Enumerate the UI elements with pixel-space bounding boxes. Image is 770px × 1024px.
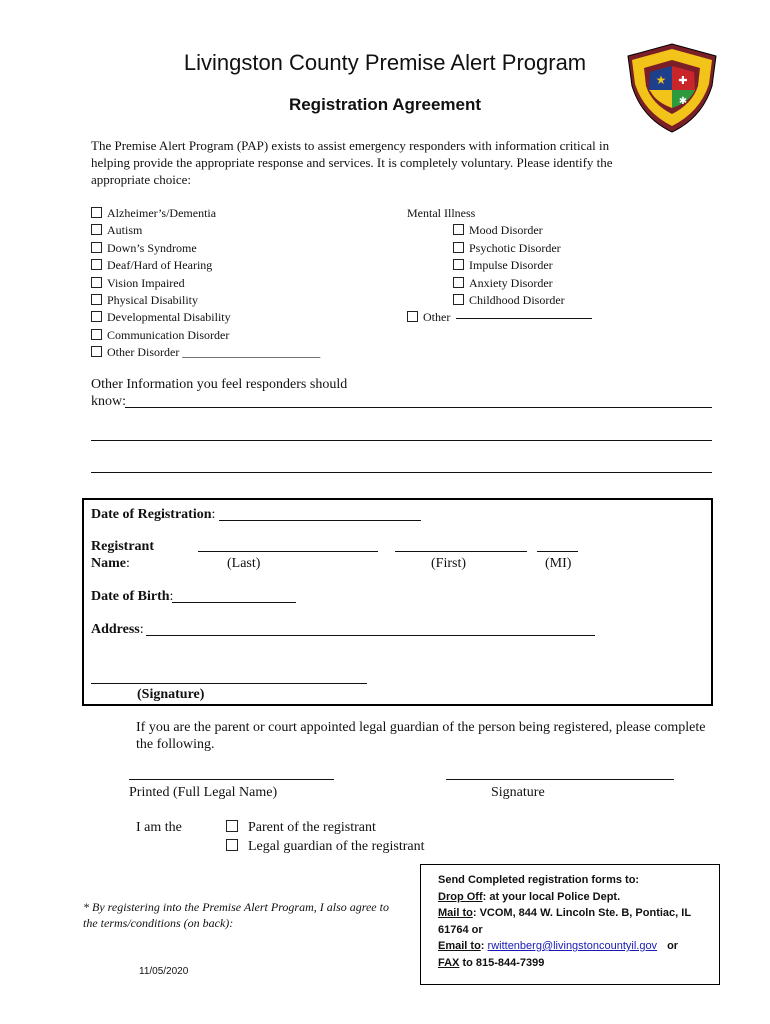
address-field[interactable]	[146, 635, 595, 636]
guardian-intro-1: If you are the parent or court appointed legal guardian of the person being registered, please complete	[136, 720, 706, 735]
last-caption: (Last)	[227, 556, 261, 571]
mail-row-2: 61764 or	[438, 923, 483, 936]
other-info-label-1: Other Information you feel responders should	[91, 377, 348, 392]
checkbox[interactable]	[91, 329, 102, 340]
other-info-line-2[interactable]	[91, 440, 712, 441]
email-label: Email to	[438, 940, 481, 952]
terms-note-1: * By registering into the Premise Alert Program, I also agree to	[83, 900, 389, 914]
fax-label: FAX	[438, 956, 460, 969]
i-am-the-label: I am the	[136, 820, 182, 835]
send-heading: Send Completed registration forms to:	[438, 874, 640, 886]
signature-line[interactable]	[91, 683, 367, 684]
choice-anxiety[interactable]	[407, 275, 565, 292]
name-colon: :	[126, 556, 130, 571]
svg-text:✱: ✱	[678, 96, 688, 107]
checkbox[interactable]	[226, 820, 238, 832]
guardian-signature-caption: Signature	[491, 785, 545, 800]
email-link[interactable]: rwittenberg@livingstoncountyil.gov	[487, 940, 658, 952]
svg-text:✚: ✚	[678, 74, 688, 87]
checkbox[interactable]	[91, 277, 102, 288]
mental-illness-heading: Mental Illness	[407, 206, 476, 220]
dob-label: Date of Birth	[91, 589, 170, 604]
choice-label: Autism	[107, 223, 143, 238]
choice-communication[interactable]	[91, 327, 320, 344]
choice-childhood[interactable]	[407, 292, 565, 309]
choice-impulse[interactable]	[407, 257, 565, 274]
dropoff-label: Drop Off	[438, 890, 483, 903]
guardian-intro-2: the following.	[136, 737, 215, 752]
checkbox[interactable]	[91, 259, 102, 270]
other-info-line-3[interactable]	[91, 472, 712, 473]
address-colon: :	[139, 622, 144, 637]
guardian-signature-line[interactable]	[446, 779, 674, 780]
mi-caption: (MI)	[545, 556, 572, 571]
choice-label: Mood Disorder	[469, 223, 543, 238]
choice-physical[interactable]	[91, 292, 320, 309]
date-field[interactable]	[219, 520, 421, 521]
svg-text:★: ★	[655, 73, 667, 87]
checkbox[interactable]	[407, 311, 418, 322]
address-label: Address	[91, 622, 140, 637]
mi-field[interactable]	[537, 551, 578, 552]
choice-label: Developmental Disability	[107, 310, 231, 325]
fax-row	[438, 955, 691, 972]
choice-label: Physical Disability	[107, 293, 198, 308]
checkbox[interactable]	[453, 277, 464, 288]
other-info-line-1[interactable]	[125, 407, 712, 408]
choice-alzheimers[interactable]	[91, 205, 320, 222]
fax-text: to 815-844-7399	[459, 956, 545, 969]
left-choice-list	[91, 205, 320, 362]
choice-other-disorder[interactable]	[91, 344, 320, 361]
choice-label: Vision Impaired	[107, 275, 185, 290]
checkbox[interactable]	[453, 294, 464, 305]
printed-name-line[interactable]	[129, 779, 334, 780]
choice-label: Alzheimer’s/Dementia	[107, 206, 217, 220]
email-or: or	[667, 940, 679, 952]
choice-label: Anxiety Disorder	[469, 275, 553, 290]
dropoff-text: : at your local Police Dept.	[482, 890, 621, 903]
checkbox[interactable]	[91, 242, 102, 253]
dropoff-row	[438, 889, 691, 906]
guardian-option-legal[interactable]	[226, 838, 424, 856]
terms-note-2: the terms/conditions (on back):	[83, 916, 234, 930]
mail-label: Mail to	[438, 907, 473, 919]
date-colon: :	[211, 507, 216, 522]
choice-developmental[interactable]	[91, 309, 320, 326]
dob-colon: :	[169, 589, 174, 604]
option-label: Parent of the registrant	[248, 820, 376, 835]
choice-mood[interactable]	[407, 222, 565, 239]
choice-deaf[interactable]	[91, 257, 320, 274]
send-forms-content	[438, 872, 691, 971]
choice-label: Childhood Disorder	[469, 293, 565, 308]
guardian-option-parent[interactable]	[226, 819, 376, 837]
vcom-logo-svg	[622, 42, 722, 134]
date-of-registration	[91, 506, 215, 524]
choice-label: Psychotic Disorder	[469, 240, 561, 255]
checkbox[interactable]	[91, 311, 102, 322]
checkbox[interactable]	[453, 259, 464, 270]
date-label: Date of Registration	[91, 507, 212, 522]
first-caption: (First)	[431, 556, 466, 571]
checkbox[interactable]	[91, 207, 102, 218]
page-subtitle-text: Registration Agreement	[288, 95, 482, 114]
choice-label: Deaf/Hard of Hearing	[107, 258, 213, 273]
option-label: Legal guardian of the registrant	[248, 839, 425, 854]
name-label: Name	[91, 556, 126, 571]
checkbox[interactable]	[91, 224, 102, 235]
registrant-label: Registrant	[91, 539, 154, 554]
signature-caption: (Signature)	[137, 687, 205, 702]
first-name-field[interactable]	[395, 551, 527, 552]
intro-line-1: The Premise Alert Program (PAP) exists to assist emergency responders with information critical in	[91, 138, 610, 153]
other-info-label-2: know:	[91, 394, 126, 409]
dob-field[interactable]	[172, 602, 296, 603]
choice-downs-syndrome[interactable]	[91, 240, 320, 257]
vcom-logo	[622, 42, 722, 134]
checkbox[interactable]	[226, 839, 238, 851]
mail-text: : VCOM, 844 W. Lincoln Ste. B, Pontiac, IL	[472, 907, 692, 919]
checkbox[interactable]	[91, 346, 102, 357]
choice-label: Other Disorder _______________________	[107, 345, 321, 360]
choice-psychotic[interactable]	[407, 240, 565, 257]
choice-label: Other	[423, 310, 451, 325]
mental-illness-list	[407, 205, 565, 327]
address-row	[91, 621, 144, 639]
last-name-field[interactable]	[198, 551, 378, 552]
choice-label: Communication Disorder	[107, 327, 230, 342]
other-mental-line[interactable]	[456, 318, 592, 319]
dob-row	[91, 588, 173, 606]
choice-vision[interactable]	[91, 275, 320, 292]
printed-name-caption: Printed (Full Legal Name)	[129, 785, 278, 800]
revision-date: 11/05/2020	[139, 966, 189, 977]
intro-line-3: appropriate choice:	[91, 172, 191, 187]
checkbox[interactable]	[453, 224, 464, 235]
mail-row	[438, 905, 691, 922]
checkbox[interactable]	[453, 242, 464, 253]
name-label-row	[91, 555, 130, 573]
checkbox[interactable]	[91, 294, 102, 305]
intro-line-2: helping provide the appropriate response and services. It is completely voluntary. Please identify the	[91, 155, 613, 170]
email-row	[438, 938, 691, 955]
choice-label: Impulse Disorder	[469, 258, 553, 273]
page-title-text: Livingston County Premise Alert Program	[183, 50, 587, 75]
choice-autism[interactable]	[91, 222, 320, 239]
email-colon: :	[480, 940, 488, 952]
choice-label: Down’s Syndrome	[107, 240, 197, 255]
